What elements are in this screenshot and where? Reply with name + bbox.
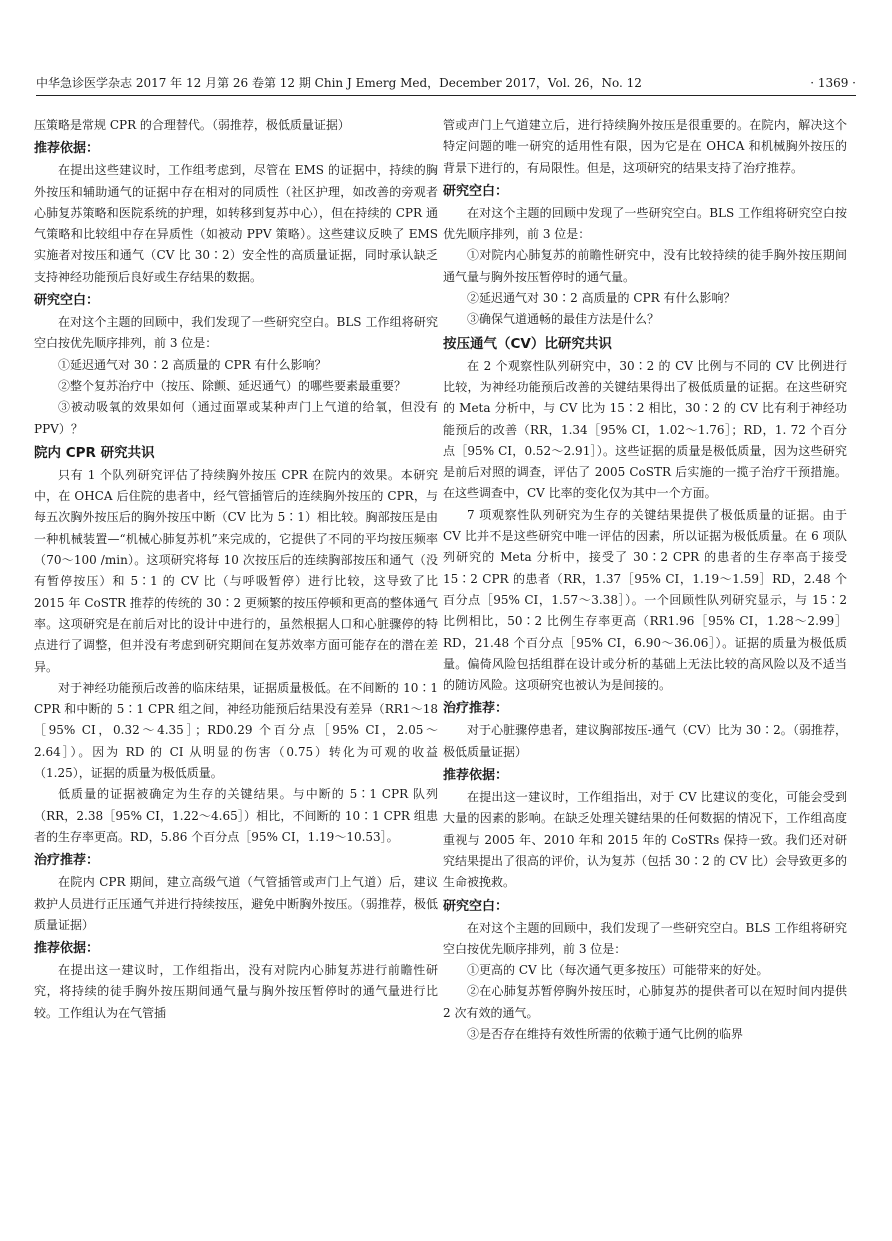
paragraph: 在提出这一建议时，工作组指出，对于 CV 比建议的变化，可能会受到大量的因素的影响。在缺乏处理关键结果的任何数据的情况下，工作组高度重视与 2005 年、2010 年和 2015 年的 CoSTRs 保持一致。我们还对研究结果提出了很高的评价，认为复苏（包括 30∶2 的 CV 比）会导致更多的生命被挽救。 bbox=[443, 790, 848, 890]
running-header bbox=[36, 73, 856, 96]
left-column bbox=[34, 115, 438, 1024]
list-item: ②在心肺复苏暂停胸外按压时，心肺复苏的提供者可以在短时间内提供 2 次有效的通气。 bbox=[443, 984, 847, 1020]
section-heading: 研究空白： bbox=[34, 293, 100, 309]
paragraph: 在对这个主题的回顾中，我们发现了一些研究空白。BLS 工作组将研究空白按优先顺序排列，前 3 位是： bbox=[34, 315, 438, 351]
section-heading: 推荐依据： bbox=[443, 768, 509, 784]
section-heading: 治疗推荐： bbox=[443, 701, 509, 717]
paragraph: 低质量的证据被确定为生存的关键结果。与中断的 5∶1 CPR 队列（RR，2.38［95% CI，1.22～4.65］）相比，不间断的 10∶1 CPR 组患者的生存率更高。RD，5.86 个百分点［95% CI，1.19～10.53］。 bbox=[34, 787, 438, 844]
section-heading: 研究空白： bbox=[443, 183, 509, 199]
list-item: ②整个复苏治疗中（按压、除颤、延迟通气）的哪些要素最重要？ bbox=[58, 378, 407, 393]
section-heading: 研究空白： bbox=[443, 898, 509, 914]
paragraph: 在对这个主题的回顾中发现了一些研究空白。BLS 工作组将研究空白按优先顺序排列，前 3 位是： bbox=[443, 205, 847, 242]
paragraph: 在提出这一建议时，工作组指出，没有对院内心肺复苏进行前瞻性研究，将持续的徒手胸外按压期间通气量与胸外按压暂停时的通气量进行比较。工作组认为在气管插 bbox=[34, 963, 438, 1020]
list-item: ③确保气道通畅的最佳方法是什么？ bbox=[467, 312, 660, 327]
paragraph: 在 2 个观察性队列研究中，30∶2 的 CV 比例与不同的 CV 比例进行比较，为神经功能预后改善的关键结果得出了极低质量的证据。在这些研究的 Meta 分析中，与 CV 比为 15∶2 相比，30∶2 的 CV 比有利于神经功能预后的改善（RR，1.34［95% CI，1.02～1.76］；RD，1. 72 个百分点［95% CI，0.52～2.91］）。这些证据的质量是极低质量，因为这些研究是前后对照的调查，评估了 2005 CoSTR 后实施的一揽子治疗干预措施。在这些调查中，CV 比率的变化仅为其中一个方面。 bbox=[443, 358, 847, 501]
section-title: 院内 CPR 研究共识 bbox=[34, 444, 155, 461]
paragraph: 对于神经功能预后改善的临床结果，证据质量极低。在不间断的 10∶1 CPR 和中断的 5∶1 CPR 组之间，神经功能预后结果没有差异（RR1～18［95% CI，0.32～4.35］；RD0.29 个百分点［95% CI，2.05～2.64］）。因为 RD 的 CI 从明显的伤害（0.75）转化为可观的收益（1.25），证据的质量为极低质量。 bbox=[34, 680, 438, 781]
section-title: 按压通气（CV）比研究共识 bbox=[443, 335, 612, 352]
right-column bbox=[443, 115, 847, 1045]
paragraph: 管或声门上气道建立后，进行持续胸外按压是很重要的。在院内，解决这个特定问题的唯一研究的适用性有限，因为它是在 OHCA 和机械胸外按压的背景下进行的，有局限性。但是，这项研究的结果支持了治疗推荐。 bbox=[443, 118, 847, 175]
paragraph: 在院内 CPR 期间，建立高级气道（气管插管或声门上气道）后，建议救护人员进行正压通气并进行持续按压，避免中断胸外按压。（弱推荐，极低质量证据） bbox=[34, 875, 438, 932]
page-number: · 1369 · bbox=[810, 76, 856, 90]
paragraph: 对于心脏骤停患者，建议胸部按压-通气（CV）比为 30∶2。（弱推荐，极低质量证据） bbox=[443, 723, 847, 759]
list-item: ②延迟通气对 30∶2 高质量的 CPR 有什么影响？ bbox=[467, 291, 736, 306]
paragraph: 在对这个主题的回顾中，我们发现了一些研究空白。BLS 工作组将研究空白按优先顺序排列，前 3 位是： bbox=[443, 920, 847, 956]
section-heading: 推荐依据： bbox=[34, 941, 100, 957]
list-item: ①更高的 CV 比（每次通气更多按压）可能带来的好处。 bbox=[467, 963, 769, 978]
section-heading: 推荐依据： bbox=[34, 141, 100, 157]
section-heading: 治疗推荐： bbox=[34, 853, 100, 869]
paragraph: 7 项观察性队列研究为生存的关键结果提供了极低质量的证据。由于 CV 比并不是这些研究中唯一评估的因素，所以证据为极低质量。在 6 项队列研究的 Meta 分析中，接受了 30∶2 CPR 的患者的生存率高于接受 15∶2 CPR 的患者（RR，1.37［95% CI，1.19～1.59］RD，2.48 个百分点［95% CI，1.57～3.38］）。一个回顾性队列研究显示，与 15∶2 比例相比，50∶2 比例生存率更高（RR1.96［95% CI，1.28～2.99］RD，21.48 个百分点［95% CI，6.90～36.06］）。证据的质量为极低质量。偏倚风险包括组群在设计或分析的基础上无法比较的高风险以及不适当的随访风险。这项研究也被认为是间接的。 bbox=[443, 507, 847, 693]
list-item: ③被动吸氧的效果如何（通过面罩或某种声门上气道的给氧，但没有 PPV）？ bbox=[34, 400, 438, 436]
list-item: ①延迟通气对 30∶2 高质量的 CPR 有什么影响？ bbox=[58, 357, 327, 372]
journal-citation: 中华急诊医学杂志 2017 年 12 月第 26 卷第 12 期 Chin J Emerg Med，December 2017，Vol. 26，No. 12 bbox=[36, 76, 642, 90]
paragraph: 在提出这些建议时，工作组考虑到，尽管在 EMS 的证据中，持续的胸外按压和辅助通气的证据中存在相对的同质性（社区护理，如改善的旁观者心肺复苏策略和医院系统的护理，如转移到复苏中心），但在持续的 CPR 通气策略和比较组中存在异质性（如被动 PPV 策略）。这些建议反映了 EMS 实施者对按压和通气（CV 比 30∶2）安全性的高质量证据，同时承认缺乏支持神经功能预后良好或生存结果的数据。 bbox=[34, 163, 438, 284]
list-item: ①对院内心肺复苏的前瞻性研究中，没有比较持续的徒手胸外按压期间通气量与胸外按压暂停时的通气量。 bbox=[443, 248, 847, 284]
list-item: ③是否存在维持有效性所需的依赖于通气比例的临界 bbox=[467, 1026, 744, 1041]
paragraph: 只有 1 个队列研究评估了持续胸外按压 CPR 在院内的效果。本研究中，在 OHCA 后住院的患者中，经气管插管后的连续胸外按压的 CPR，与每五次胸外按压后的胸外按压中断（CV 比为 5∶1）相比较。胸部按压是由一种机械装置—“机械心肺复苏机”来完成的，它提供了不同的平均按压频率（70～100 /min）。这项研究将每 10 次按压后的连续胸部按压和通气（没有暂停按压）和 5∶1 的 CV 比（与呼吸暂停）进行比较，这导致了比 2015 年 CoSTR 推荐的传统的 30∶2 更频繁的按压停顿和更高的整体通气率。这项研究是在前后对比的设计中进行的，虽然根据人口和心脏骤停的特点进行了调整，但并没有考虑到研究期间在复苏效率方面可能存在的潜在差异。 bbox=[34, 467, 438, 674]
paragraph: 压策略是常规 CPR 的合理替代。（弱推荐，极低质量证据） bbox=[34, 118, 350, 132]
